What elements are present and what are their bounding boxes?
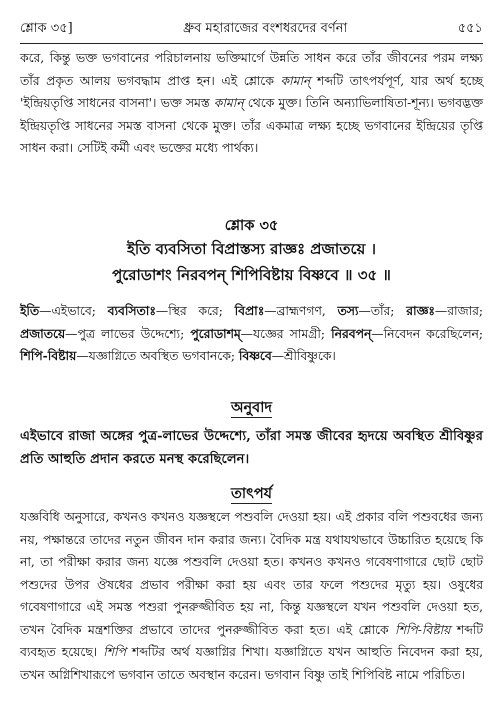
purport-text-1: যজ্ঞবিধি অনুসারে, কখনও কখনও যজ্ঞস্থলে পশুবলি দেওয়া হয়। এই প্রকার বলি পশুবধের জন্য নয়, পক্ষান্তরে তাদের নতুন জীবন দান করার জন্য। বৈদিক মন্ত্র যথাযথভাবে উচ্চারিত হয়েছে কি না, তা পরীক্ষা করার জন্য যজ্ঞে পশুবলি দেওয়া হত। কখনও কখনও গবেষণাগারে ছোট ছোট পশুদের উপর ঔষধের প্রভাব পরীক্ষা করা হয় এবং তার ফলে পশুদের মৃত্যু হয়। ওষুধের গবেষণাগারে এই সমস্ত পশুরা পুনরুজ্জীবিত হয় না, কিন্তু যজ্ঞস্থলে যখন পশুবলি দেওয়া হত, তখন বৈদিক মন্ত্রশক্তির প্রভাবে তাদের পুনরুজ্জীবিত করা হত। এই শ্লোকে [20,510,483,637]
synonym-word: শিপি-বিষ্টায় [20,348,77,363]
verse-block [20,216,483,288]
synonym-word: বিষ্ণবে [238,348,272,363]
synonym-meaning: —এইভাবে; [39,304,108,318]
synonym-meaning: —ব্রাহ্মণগণ, [264,304,338,318]
intro-text-2: শব্দটি তাৎপর্যপূর্ণ, যার অর্থ হচ্ছে 'ইন্দ্রিয়তৃপ্তি সাধনের বাসনা'। ভক্ত সমস্ত [20,73,483,110]
synonym-meaning: —স্থির করে; [155,304,235,318]
synonym-word: প্রজাতয়ে [20,325,66,341]
intro-term-kaman-2: কামান্ [213,96,244,110]
synonym-meaning: —নিবেদন করেছিলেন; [371,326,484,341]
verse-number: শ্লোক ৩৫ [224,217,279,234]
intro-text-1: করে, কিন্তু ভক্ত ভগবানের পরিচালনায় ভক্তিমার্গে উন্নতি সাধন করে তাঁর জীবনের পরম লক্ষ্য তাঁর প্রকৃত আলয় ভগবদ্ধাম প্রাপ্ত হন। এই শ্লোকে [20,51,483,88]
intro-text-3: থেকে মুক্ত। তিনি অন্যাভিলাষিতা-শূন্য। ভগবদ্ভক্ত ইন্দ্রিয়তৃপ্তি সাধনের সমস্ত বাসনা থেকে মুক্ত। তাঁর একমাত্র লক্ষ্য হচ্ছে ভগবানের ইন্দ্রিয়ের তৃপ্তি সাধন করা। সেটিই কর্মী এবং ভক্তের মধ্যে পার্থক্য। [20,96,484,155]
purport-paragraph [20,506,483,686]
synonym-meaning: —পুত্র লাভের উদ্দেশ্যে; [65,326,191,341]
purport-text-3: শব্দটির অর্থ যজ্ঞাগ্নির শিখা। যজ্ঞাগ্নিতে যখন আহুতি নিবেদন করা হয়, তখন অগ্নিশিখারূপে ভগবান তাতে অবস্থান করেন। ভগবান বিষ্ণু তাই শিপিবিষ্ট নামে পরিচিত। [20,645,484,682]
purport-term-shipi-vishtaya: শিপি-বিষ্টায় [395,622,451,637]
purport-heading-text: তাৎপর্য [230,485,273,502]
synonym-meaning: —যজ্ঞাগ্নিতে অবস্থিত ভগবানকে; [76,349,239,363]
translation-text: এইভাবে রাজা অঙ্গের পুত্র-লাভের উদ্দেশ্যে, তাঁরা সমস্ত জীবের হৃদয়ে অবস্থিত শ্রীবিষ্ণুর প্রতি আহুতি প্রদান করতে মনস্থ করেছিলেন। [20,429,483,467]
synonym-meaning: —যজ্ঞের সামগ্রী; [240,326,332,341]
purport-text-2: শব্দটি ব্যবহৃত হয়েছে। [20,622,483,659]
header-chapter-title: ধ্রুব মহারাজের বংশধরদের বর্ণনা [183,21,348,36]
synonym-word: তস্য [337,303,359,318]
purport-heading [20,484,483,504]
synonym-word: নিরবপন্ [331,325,372,341]
verse-line-2: পুরোডাশং নিরবপন্ শিপিবিষ্টায় বিষ্ণবে ॥ ৩৫ ॥ [112,266,391,284]
translation-heading-text: অনুবাদ [230,399,273,416]
purport-term-shipi: শিপি [103,645,126,659]
intro-paragraph-block [20,47,483,160]
synonyms-block [20,300,483,368]
intro-paragraph [20,47,483,160]
running-header [20,22,483,44]
verse-line-1: ইতি ব্যবসিতা বিপ্রাস্তস্য রাজ্ঞঃ প্রজাতয়ে । [127,240,376,258]
synonym-word: রাজ্ঞঃ [406,303,435,318]
intro-term-kaman-1: কামান্ [280,73,311,88]
synonym-meaning: —তাঁর; [358,304,407,318]
translation-heading [20,398,483,418]
synonyms-paragraph [20,300,483,368]
synonym-word: পুরোডাশম্ [190,325,241,341]
synonym-word: বিপ্রাঃ [234,303,265,318]
synonym-word: ব্যবসিতাঃ [107,303,156,318]
synonym-word: ইতি [20,303,40,318]
purport-block [20,484,483,686]
translation-block [20,398,483,471]
synonym-meaning: —রাজার; [434,304,483,318]
synonym-meaning: —শ্রীবিষ্ণুকে। [271,349,336,363]
page-number: ৫৫১ [457,21,483,36]
header-verse-ref: শ্লোক ৩৫] [20,21,73,36]
